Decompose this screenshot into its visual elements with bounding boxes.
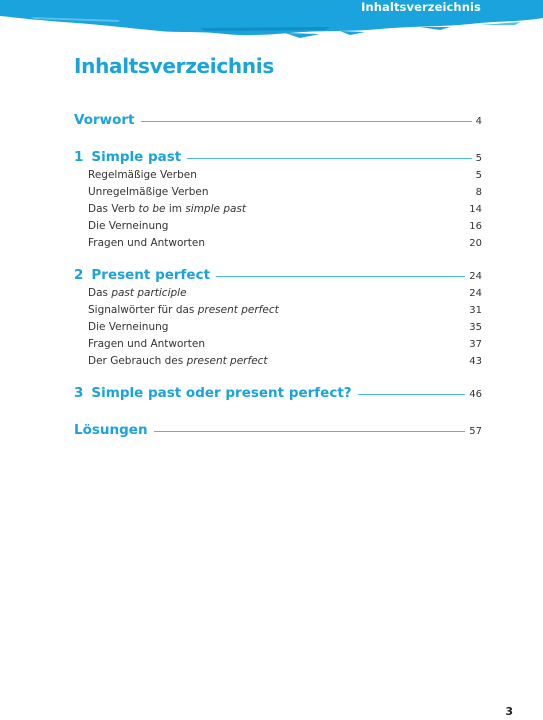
text-run: Das Verb — [88, 203, 139, 215]
toc-chapter-number: 1 — [74, 149, 84, 165]
text-run-italic: to be — [138, 203, 166, 215]
leader-line — [154, 431, 466, 432]
leader-line — [141, 121, 472, 122]
toc-chapter-title — [74, 383, 352, 403]
page-title: Inhaltsverzeichnis — [74, 54, 274, 78]
toc-page-number: 14 — [469, 204, 482, 215]
toc-subentry[interactable] — [74, 353, 482, 370]
toc-page-number: 20 — [469, 238, 482, 249]
toc-entry-chapter-2[interactable] — [74, 265, 482, 285]
toc-subentry-title: Regelmäßige Verben — [88, 169, 197, 181]
toc-subentry[interactable] — [74, 167, 482, 184]
toc-page-number: 5 — [475, 153, 482, 164]
text-run-italic: past participle — [111, 287, 187, 299]
toc-page-number: 57 — [469, 426, 482, 437]
running-header-title: Inhaltsverzeichnis — [361, 0, 481, 14]
toc-chapter-label: Present perfect — [91, 267, 211, 283]
toc-chapter-title — [74, 265, 210, 285]
leader-line — [216, 276, 465, 277]
text-run: Signalwörter für das — [88, 304, 198, 316]
toc-subentry[interactable] — [74, 319, 482, 336]
text-run: Das — [88, 287, 112, 299]
toc-subentry-title: Die Verneinung — [88, 220, 169, 232]
toc-page-number: 5 — [475, 170, 482, 181]
toc-subentry[interactable] — [74, 201, 482, 218]
text-run-italic: simple past — [185, 203, 247, 215]
toc-page-number: 4 — [475, 116, 482, 127]
toc-subentry[interactable] — [74, 235, 482, 252]
toc-subentry[interactable] — [74, 302, 482, 319]
page-number-folio: 3 — [505, 705, 513, 718]
toc-page-number: 31 — [469, 305, 482, 316]
toc-entry-vorwort[interactable] — [74, 110, 482, 130]
toc-page-number: 24 — [469, 271, 482, 282]
toc-chapter-label: Simple past — [91, 149, 182, 165]
toc-page-number: 16 — [469, 221, 482, 232]
toc-chapter-number: 2 — [74, 267, 84, 283]
toc-chapter-title: Lösungen — [74, 422, 148, 438]
toc-chapter-label: Simple past oder present perfect? — [91, 385, 352, 401]
toc-subentry[interactable] — [74, 285, 482, 302]
leader-line — [358, 394, 466, 395]
toc-page-number: 37 — [469, 339, 482, 350]
toc-subentry-title — [88, 201, 469, 218]
table-of-contents — [74, 110, 482, 440]
toc-chapter-title: Vorwort — [74, 112, 135, 128]
toc-entry-chapter-3[interactable] — [74, 383, 482, 403]
toc-subentry-title: Die Verneinung — [88, 321, 169, 333]
toc-page-number: 35 — [469, 322, 482, 333]
toc-entry-chapter-1[interactable] — [74, 147, 482, 167]
text-run-italic: present perfect — [197, 304, 279, 316]
toc-page-number: 46 — [469, 389, 482, 400]
toc-subentry[interactable] — [74, 336, 482, 353]
toc-chapter-number: 3 — [74, 385, 84, 401]
toc-subentry-title — [88, 353, 469, 370]
toc-subentry[interactable] — [74, 184, 482, 201]
toc-chapter-title — [74, 147, 181, 167]
toc-subentry-title: Fragen und Antworten — [88, 338, 205, 350]
toc-page-number: 24 — [469, 288, 482, 299]
toc-subentry[interactable] — [74, 218, 482, 235]
toc-subentry-title: Fragen und Antworten — [88, 237, 205, 249]
toc-entry-loesungen[interactable] — [74, 420, 482, 440]
toc-subentry-title — [88, 302, 469, 319]
text-run: im — [165, 203, 186, 215]
leader-line — [187, 158, 471, 159]
text-run-italic: present perfect — [186, 355, 268, 367]
text-run: Der Gebrauch des — [88, 355, 187, 367]
toc-subentry-title: Unregelmäßige Verben — [88, 186, 209, 198]
toc-page-number: 8 — [475, 187, 482, 198]
toc-page-number: 43 — [469, 356, 482, 367]
toc-subentry-title — [88, 285, 469, 302]
